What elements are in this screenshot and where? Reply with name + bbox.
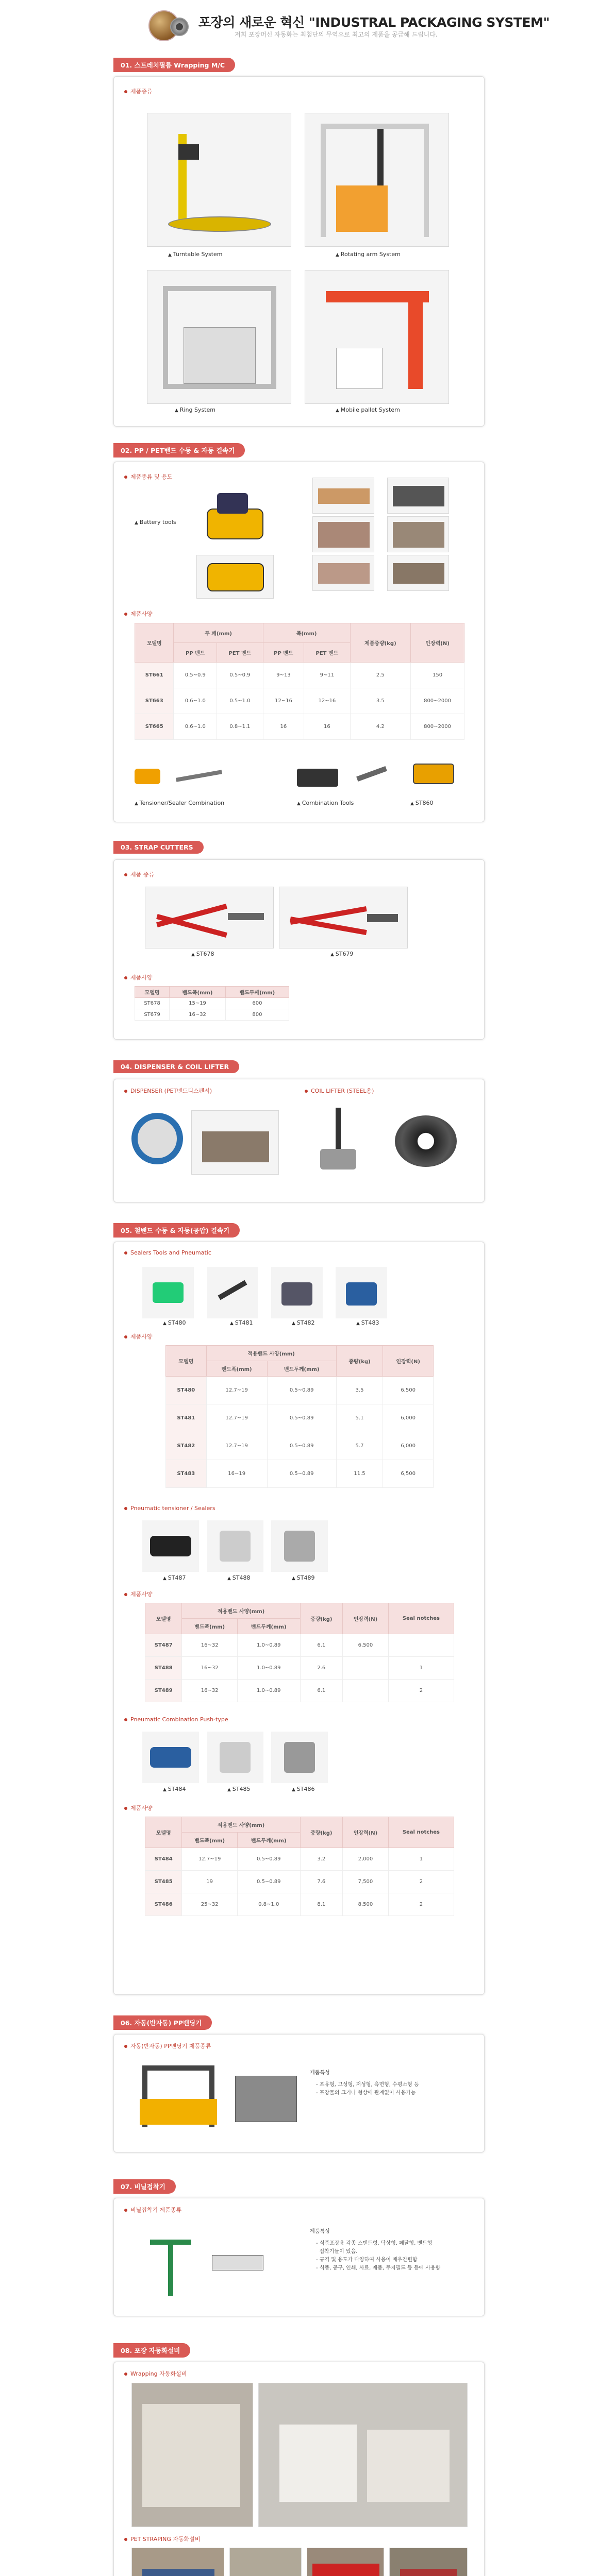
pet-strapping-photo — [229, 2548, 302, 2576]
table-header: 모델명 — [145, 1817, 182, 1848]
table-header: 인장력(N) — [383, 1346, 434, 1377]
subsection-label: 제품사양 — [124, 609, 153, 618]
section-box — [113, 2034, 485, 2153]
banding-machine-photo — [135, 2058, 222, 2135]
subsection-label: 제품사양 — [124, 973, 153, 981]
feature-line: - 포유형, 고성형, 저성형, 측면형, 수평소형 등 — [316, 2082, 419, 2088]
table-header: 밴드폭(mm) — [170, 987, 226, 998]
spec-table — [135, 986, 289, 1021]
table-row: ST483 16~19 0.5~0.89 11.5 6,500 — [166, 1460, 434, 1488]
feature-line: - 식품, 공구, 인쇄, 사료, 제품, 무지필드 등 등에 사용함 — [316, 2265, 441, 2271]
product-caption: ▲ Battery tools — [135, 519, 176, 526]
coil-lifter-photo — [305, 1103, 377, 1180]
table-row: ST663 0.6~1.0 0.5~1.0 12~16 12~16 3.5 800~2000 — [135, 688, 464, 714]
coil-photo — [385, 1108, 467, 1175]
feature-line: - 식품포장용 각종 스탠드형, 탁상형, 페달형, 밴드형 — [316, 2241, 433, 2246]
sealer-photo — [336, 1267, 387, 1318]
table-row: ST679 16~32 800 — [135, 1009, 289, 1021]
battery-tool-photo — [196, 555, 274, 599]
section-box — [113, 462, 485, 822]
table-row: ST480 12.7~19 0.5~0.89 3.5 6,500 — [166, 1377, 434, 1404]
sealer-photo — [271, 1267, 323, 1318]
band-roll-logo — [170, 18, 189, 36]
feature-title: 제품특성 — [310, 2070, 330, 2076]
st860-photo — [403, 753, 464, 797]
subsection-label: Sealers Tools and Pneumatic — [124, 1249, 211, 1256]
usage-photo — [387, 516, 449, 552]
section-strap-cutters — [113, 841, 485, 1042]
feature-line: - 포장물의 크기나 형상에 관계없이 사용가능 — [316, 2090, 416, 2096]
stand-sealer-photo — [207, 2234, 269, 2296]
table-header: 두 께(mm) — [174, 623, 263, 643]
table-header: 모델명 — [166, 1346, 207, 1377]
sealer-photo — [142, 1267, 194, 1318]
usage-photo — [312, 478, 374, 514]
ring-system-photo — [147, 270, 291, 404]
product-caption: ▲ ST482 — [292, 1319, 315, 1326]
product-caption: ▲ ST481 — [230, 1319, 253, 1326]
table-row: ST485 19 0.5~0.89 7.6 7,500 2 — [145, 1871, 454, 1893]
wrapping-line-photo — [258, 2383, 468, 2527]
product-caption: ▲ ST485 — [227, 1786, 251, 1792]
subsection-label: Pneumatic Combination Push-type — [124, 1716, 228, 1723]
page-header — [0, 0, 598, 57]
section-box — [113, 1242, 485, 1995]
feature-line: - 규격 및 용도가 다양하여 사용이 매우간편함 — [316, 2257, 418, 2263]
subsection-label: 제품사양 — [124, 1804, 153, 1812]
page-title: 포장의 새로운 혁신 "INDUSTRAL PACKAGING SYSTEM" — [198, 15, 550, 30]
section-steel-band — [113, 1223, 485, 1997]
section-title: 01. 스트레치필름 Wrapping M/C — [113, 58, 235, 72]
section-box — [113, 1079, 485, 1202]
section-pp-pet — [113, 443, 485, 824]
subsection-label: DISPENSER (PET밴드디스펜서) — [124, 1087, 212, 1095]
section-box — [113, 76, 485, 427]
usage-photo — [387, 555, 449, 591]
table-header: 적용밴드 사양(mm) — [182, 1817, 300, 1833]
table-row: ST665 0.6~1.0 0.8~1.1 16 16 4.2 800~2000 — [135, 714, 464, 740]
section-dispenser — [113, 1060, 485, 1205]
battery-tool-photo — [196, 488, 274, 560]
product-caption: ▲ ST483 — [356, 1319, 379, 1326]
wrapping-line-photo — [131, 2383, 253, 2527]
product-caption: ▲ Turntable System — [168, 251, 223, 258]
usage-photo — [312, 555, 374, 591]
combination-tool-photo — [289, 758, 346, 794]
table-row: ST482 12.7~19 0.5~0.89 5.7 6,000 — [166, 1432, 434, 1460]
push-type-photo — [271, 1732, 328, 1783]
product-caption: ▲ ST484 — [163, 1786, 186, 1792]
push-type-photo — [142, 1732, 199, 1783]
dispenser-photo — [191, 1110, 279, 1175]
feature-line: 접착기들이 있음. — [316, 2249, 358, 2255]
subsection-label: 제품사양 — [124, 1590, 153, 1598]
table-header: 밴드폭(mm) — [206, 1361, 267, 1377]
table-header: PP 밴드 — [263, 643, 304, 663]
table-header: Seal notches — [388, 1817, 454, 1848]
table-header: 인장력(N) — [343, 1817, 389, 1848]
section-sealer — [113, 2179, 485, 2318]
table-header: 밴드두께(mm) — [237, 1833, 300, 1848]
product-caption: ▲ ST480 — [163, 1319, 186, 1326]
section-title: 06. 자동(반자동) PP밴딩기 — [113, 2015, 212, 2030]
tensioner-photo — [129, 758, 165, 794]
sealer-photo — [171, 758, 227, 794]
product-caption: ▲ ST486 — [292, 1786, 315, 1792]
pet-strapping-photo — [389, 2548, 468, 2576]
spec-table — [145, 1603, 454, 1702]
section-box — [113, 2198, 485, 2316]
table-header: Seal notches — [388, 1603, 454, 1634]
pneumatic-photo — [142, 1520, 199, 1572]
pneumatic-photo — [207, 1520, 263, 1572]
pneumatic-photo — [271, 1520, 328, 1572]
section-title: 03. STRAP CUTTERS — [113, 841, 204, 854]
push-type-photo — [207, 1732, 263, 1783]
banding-machine-photo — [230, 2071, 302, 2127]
spec-table — [165, 1345, 434, 1488]
pet-strapping-photo — [307, 2548, 384, 2576]
section-wrapping — [113, 58, 485, 429]
combination-tool-photo — [351, 758, 392, 794]
table-header: 폭(mm) — [263, 623, 350, 643]
usage-photo — [312, 516, 374, 552]
table-row: ST484 12.7~19 0.5~0.89 3.2 2,000 1 — [145, 1848, 454, 1871]
table-row: ST661 0.5~0.9 0.5~0.9 9~13 9~11 2.5 150 — [135, 663, 464, 688]
table-header: 모델명 — [145, 1603, 182, 1634]
table-header: 모델명 — [135, 987, 170, 998]
spec-table — [145, 1817, 454, 1916]
product-caption: ▲ Combination Tools — [297, 800, 354, 806]
product-caption: ▲ ST678 — [191, 951, 214, 957]
subsection-label: 제품 종류 — [124, 870, 154, 878]
product-caption: ▲ Tensioner/Sealer Combination — [135, 800, 224, 806]
section-title: 07. 비닐접착기 — [113, 2179, 176, 2194]
product-caption: ▲ ST488 — [227, 1574, 251, 1581]
subsection-label: 제품사양 — [124, 1332, 153, 1341]
usage-photo — [387, 478, 449, 514]
table-header: 적용밴드 사양(mm) — [206, 1346, 336, 1361]
feature-title: 제품특성 — [310, 2229, 330, 2234]
table-row: ST678 15~19 600 — [135, 998, 289, 1009]
subsection-label: PET STRAPING 자동화설비 — [124, 2535, 200, 2543]
turntable-photo — [147, 113, 291, 247]
section-title: 08. 포장 자동화설비 — [113, 2343, 190, 2358]
sealer-photo — [207, 1267, 258, 1318]
table-row: ST488 16~32 1.0~0.89 2.6 1 — [145, 1657, 454, 1680]
rotating-arm-photo — [305, 113, 449, 247]
cutter-photo — [145, 887, 274, 948]
cutter-photo — [279, 887, 408, 948]
subsection-label: 제품종류 및 용도 — [124, 472, 172, 481]
table-header: 중량(kg) — [336, 1346, 383, 1377]
table-header: 중량(kg) — [300, 1603, 342, 1634]
subsection-label: 자동(반자동) PP밴딩기 제품종류 — [124, 2042, 211, 2050]
table-header: PET 밴드 — [304, 643, 350, 663]
table-row: ST481 12.7~19 0.5~0.89 5.1 6,000 — [166, 1404, 434, 1432]
dispenser-photo — [126, 1103, 188, 1180]
table-row: ST486 25~32 0.8~1.0 8.1 8,500 2 — [145, 1893, 454, 1916]
spec-table — [135, 623, 464, 740]
page-subtitle: 저희 포장머신 자동화는 최첨단의 무역으로 최고의 제품을 공급해 드립니다. — [235, 31, 438, 38]
section-box — [113, 2362, 485, 2576]
table-row: ST487 16~32 1.0~0.89 6.1 6,500 — [145, 1634, 454, 1657]
table-header: 밴드두께(mm) — [237, 1619, 300, 1634]
subsection-label: 비닐접착기 제품종류 — [124, 2206, 181, 2214]
product-caption: ▲ Rotating arm System — [336, 251, 401, 258]
pet-strapping-photo — [131, 2548, 224, 2576]
table-header: 밴드두께(mm) — [225, 987, 289, 998]
table-header: PP 밴드 — [174, 643, 217, 663]
product-caption: ▲ Mobile pallet System — [336, 406, 400, 413]
subsection-label: Wrapping 자동화설비 — [124, 2369, 187, 2378]
table-header: 인장력(N) — [343, 1603, 389, 1634]
mobile-pallet-photo — [305, 270, 449, 404]
table-row: ST489 16~32 1.0~0.89 6.1 2 — [145, 1680, 454, 1702]
subsection-label: COIL LIFTER (STEEL용) — [305, 1087, 374, 1095]
table-header: 중량(kg) — [300, 1817, 342, 1848]
product-caption: ▲ ST487 — [163, 1574, 186, 1581]
table-header: 적용밴드 사양(mm) — [182, 1603, 300, 1619]
table-header: 밴드두께(mm) — [267, 1361, 336, 1377]
section-title: 04. DISPENSER & COIL LIFTER — [113, 1060, 239, 1073]
section-box — [113, 859, 485, 1040]
table-header: 밴드폭(mm) — [182, 1619, 237, 1634]
stand-sealer-photo — [140, 2229, 202, 2301]
table-header: 밴드폭(mm) — [182, 1833, 237, 1848]
subsection-label: Pneumatic tensioner / Sealers — [124, 1505, 215, 1512]
table-header: PET 밴드 — [217, 643, 263, 663]
table-header: 모델명 — [135, 623, 174, 663]
subsection-label: 제품종류 — [124, 87, 153, 95]
table-header: 인장력(N) — [411, 623, 464, 663]
product-caption: ▲ ST489 — [292, 1574, 315, 1581]
section-pp-banding — [113, 2015, 485, 2155]
product-caption: ▲ Ring System — [175, 406, 215, 413]
table-header: 제품중량(kg) — [350, 623, 410, 663]
section-title: 05. 철밴드 수동 & 자동(공압) 결속기 — [113, 1223, 240, 1238]
product-caption: ▲ ST860 — [410, 800, 434, 806]
section-title: 02. PP / PET밴드 수동 & 자동 결속기 — [113, 443, 245, 457]
section-automation — [113, 2343, 485, 2576]
product-caption: ▲ ST679 — [330, 951, 354, 957]
